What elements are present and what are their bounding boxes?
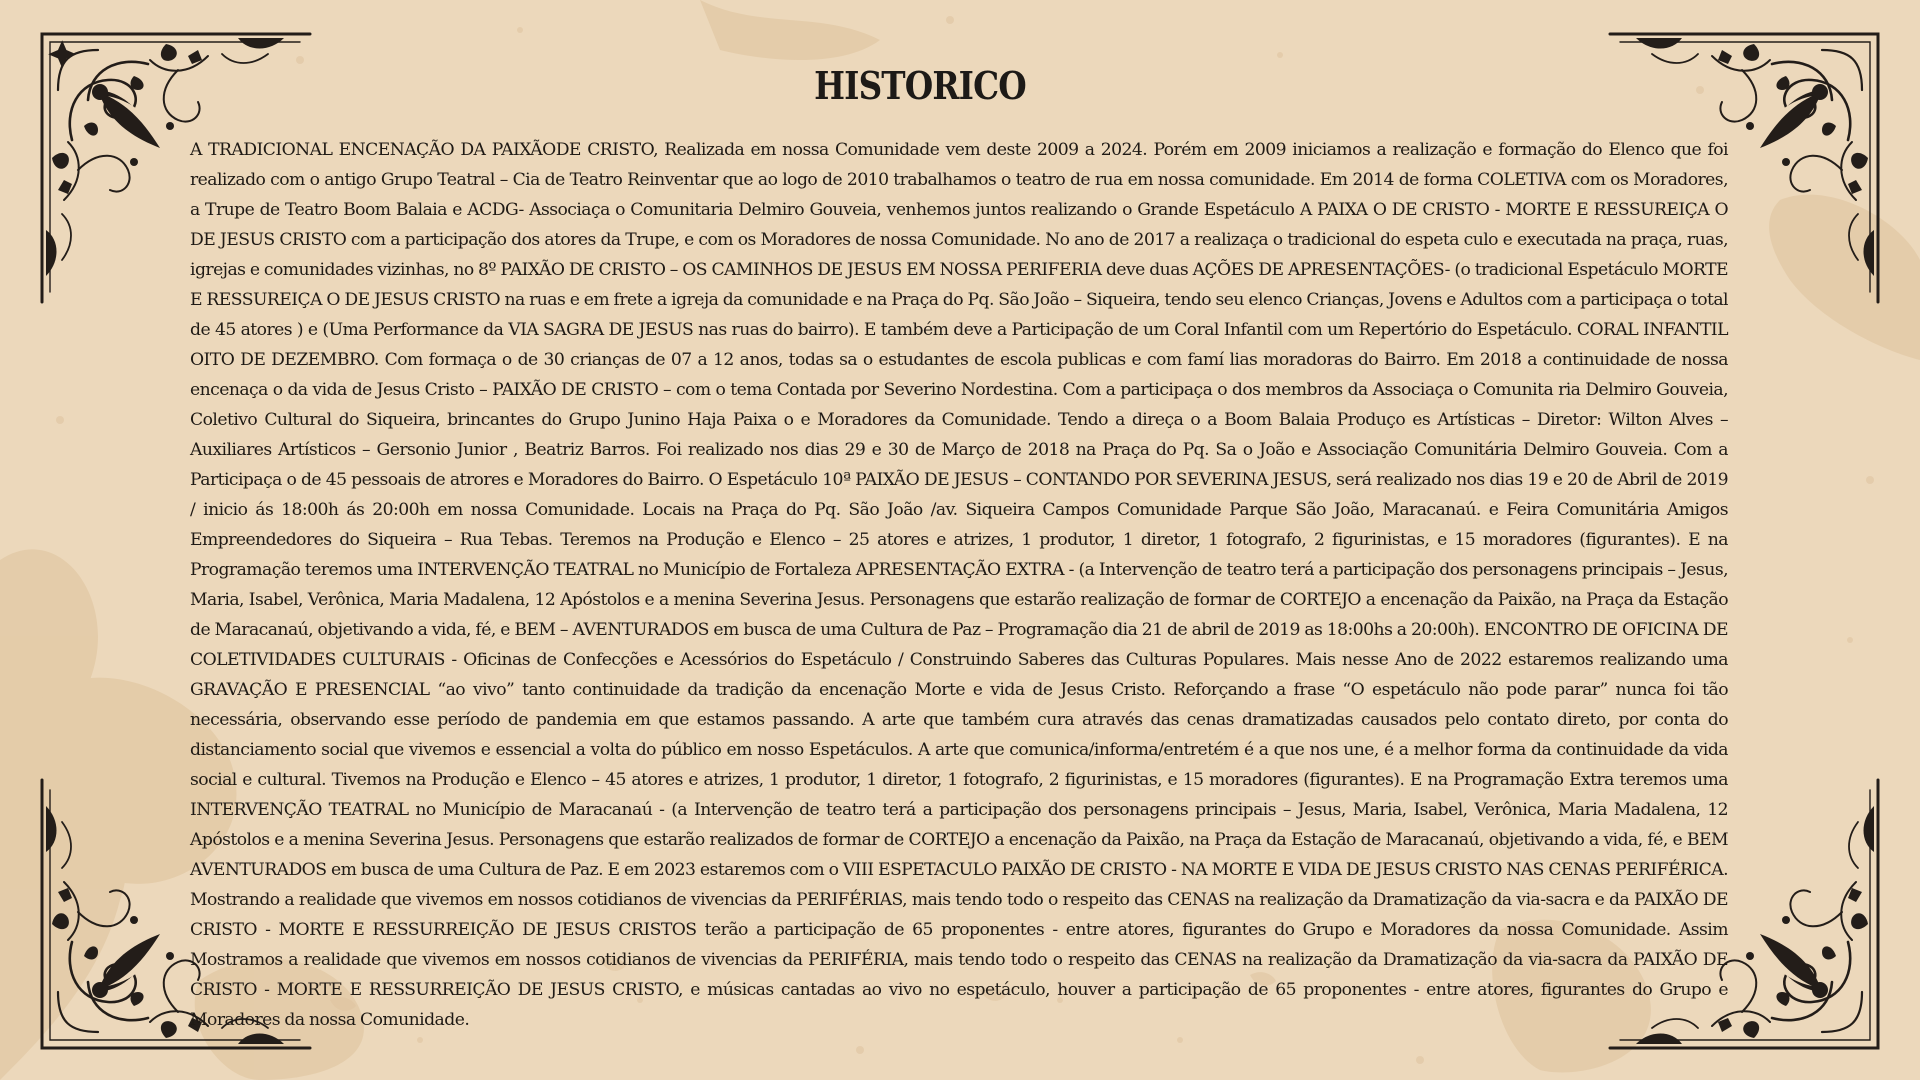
page-title: HISTORICO <box>814 63 1026 109</box>
history-paragraph: A TRADICIONAL ENCENAÇÃO DA PAIXÃODE CRISTO, Realizada em nossa Comunidade vem deste 2009 a 2024. Porém em 2009 iniciamos a realização e formação do Elenco que foi realizado com o antigo Grupo Teatral – Cia de Teatro Reinventar que ao logo de 2010 trabalhamos o teatro de rua em nossa comunidade. Em 2014 de forma COLETIVA com os Moradores, a Trupe de Teatro Boom Balaia e ACDG- Associaça o Comunitaria Delmiro Gouveia, venhemos juntos realizando o Grande Espetáculo A PAIXA O DE CRISTO - MORTE E RESSUREIÇA O DE JESUS CRISTO com a participação dos atores da Trupe, e com os Moradores de nossa Comunidade. No ano de 2017 a realizaça o tradicional do espeta culo e executada na praça, ruas, igrejas e comunidades vizinhas, no 8º PAIXÃO DE CRISTO – OS CAMINHOS DE JESUS EM NOSSA PERIFERIA deve duas AÇÕES DE APRESENTAÇÕES- (o tradicional Espetáculo MORTE E RESSUREIÇA O DE JESUS CRISTO na ruas e em frete a igreja da comunidade e na Praça do Pq. São João – Siqueira, tendo seu elenco Crianças, Jovens e Adultos com a participaça o total de 45 atores ) e (Uma Performance da VIA SAGRA DE JESUS nas ruas do bairro). E também deve a Participação de um Coral Infantil com um Repertório do Espetáculo. CORAL INFANTIL OITO DE DEZEMBRO. Com formaça o de 30 crianças de 07 a 12 anos, todas sa o estudantes de escola publicas e com famí lias moradoras do Bairro. Em 2018 a continuidade de nossa encenaça o da vida de Jesus Cristo – PAIXÃO DE CRISTO – com o tema Contada por Severino Nordestina. Com a participaça o dos membros da Associaça o Comunita ria Delmiro Gouveia, Coletivo Cultural do Siqueira, brincantes do Grupo Junino Haja Paixa o e Moradores da Comunidade. Tendo a direça o a Boom Balaia Produço es Artísticas – Diretor: Wilton Alves – Auxiliares Artísticos – Gersonio Junior , Beatriz Barros. Foi realizado nos dias 29 e 30 de Março de 2018 na Praça do Pq. Sa o João e Associação Comunitária Delmiro Gouveia. Com a Participaça o de 45 pessoais de atrores e Moradores do Bairro. O Espetáculo 10ª PAIXÃO DE JESUS – CONTANDO POR SEVERINA JESUS, será realizado nos dias 19 e 20 de Abril de 2019 / inicio ás 18:00h ás 20:00h em nossa Comunidade. Locais na Praça do Pq. São João /av. Siqueira Campos Comunidade Parque São João, Maracanaú. e Feira Comunitária Amigos Empreendedores do Siqueira – Rua Tebas. Teremos na Produção e Elenco – 25 atores e atrizes, 1 produtor, 1 diretor, 1 fotografo, 2 figurinistas, e 15 moradores (figurantes). E na Programação teremos uma INTERVENÇÃO TEATRAL no Município de Fortaleza APRESENTAÇÃO EXTRA - (a Intervenção de teatro terá a participação dos personagens principais – Jesus, Maria, Isabel, Verônica, Maria Madalena, 12 Apóstolos e a menina Severina Jesus. Personagens que estarão realização de formar de CORTEJO a encenação da Paixão, na Praça da Estação de Maracanaú, objetivando a vida, fé, e BEM – AVENTURADOS em busca de uma Cultura de Paz – Programação dia 21 de abril de 2019 as 18:00hs a 20:00h). ENCONTRO DE OFICINA DE COLETIVIDADES CULTURAIS - Oficinas de Confecções e Acessórios do Espetáculo / Construindo Saberes das Culturas Populares. Mais nesse Ano de 2022 estaremos realizando uma GRAVAÇÃO E PRESENCIAL “ao vivo” tanto continuidade da tradição da encenação Morte e vida de Jesus Cristo. Reforçando a frase “O espetáculo não pode parar” nunca foi tão necessária, observando esse período de pandemia em que estamos passando. A arte que também cura através das cenas dramatizadas causados pelo contato direto, por conta do distanciamento social que vivemos e essencial a volta do público em nosso Espetáculos. A arte que comunica/informa/entretém é a que nos une, é a melhor forma da continuidade da vida social e cultural. Tivemos na Produção e Elenco – 45 atores e atrizes, 1 produtor, 1 diretor, 1 fotografo, 2 figurinistas, e 15 moradores (figurantes). E na Programação Extra teremos uma INTERVENÇÃO TEATRAL no Município de Maracanaú - (a Intervenção de teatro terá a participação dos personagens principais – Jesus, Maria, Isabel, Verônica, Maria Madalena, 12 Apóstolos e a menina Severina Jesus. Personagens que estarão realizados de formar de CORTEJO a encenação da Paixão, na Praça da Estação de Maracanaú, objetivando a vida, fé, e BEM AVENTURADOS em busca de uma Cultura de Paz. E em 2023 estaremos com o VIII ESPETACULO PAIXÃO DE CRISTO - NA MORTE E VIDA DE JESUS CRISTO NAS CENAS PERIFÉRICA. Mostrando a realidade que vivemos em nossos cotidianos de vivencias da PERIFÉRIAS, mais tendo todo o respeito das CENAS na realização da Dramatização da via-sacra e da PAIXÃO DE CRISTO - MORTE E RESSURREIÇÃO DE JESUS CRISTOS terão a participação de 65 proponentes - entre atores, figurantes do Grupo e Moradores da nossa Comunidade. Assim Mostramos a realidade que vivemos em nossos cotidianos de vivencias da PERIFÉRIA, mais tendo todo o respeito das CENAS na realização da Dramatização da via-sacra da PAIXÃO DE CRISTO - MORTE E RESSURREIÇÃO DE JESUS CRISTO, e músicas cantadas ao vivo no espetáculo, houver a participação de 65 proponentes - entre atores, figurantes do Grupo e Moradores da nossa Comunidade. <box>190 140 1728 1031</box>
